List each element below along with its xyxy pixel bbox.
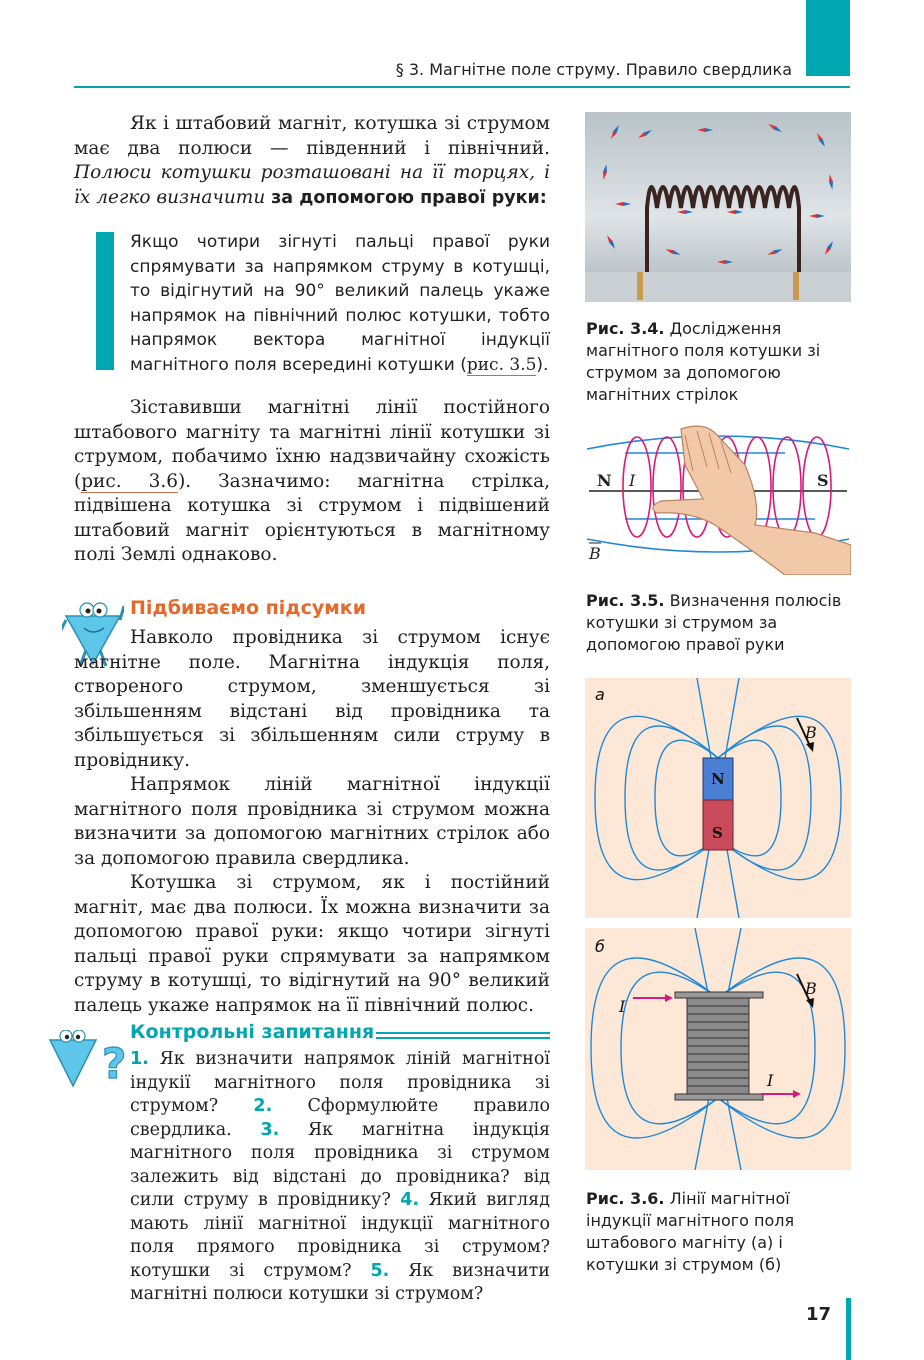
summary-p1-block <box>74 626 550 1018</box>
question-3-number: 3. <box>260 1119 280 1140</box>
compare-paragraph <box>74 396 550 568</box>
intro-text: Як і штабовий магніт, котушка зі струмом має два полюси — південний і північний. <box>74 113 550 159</box>
header-teal-tab <box>806 0 850 76</box>
question-2-text: Сформулюйте правило свердлика. <box>130 1096 550 1140</box>
fig-3-4-photo <box>585 112 851 302</box>
fig-3-5-n-label: N <box>597 471 612 490</box>
fig-3-5-s-label: S <box>817 471 829 490</box>
header-rule <box>74 86 850 88</box>
fig-3-6b-b-label: B <box>805 979 817 998</box>
fig-3-6a-label: а <box>595 685 605 704</box>
question-3-text: Як магнітна індукція магнітного поля провідника зі струмом залежить від відстані до провідника? від сили струму в провіднику? <box>130 1119 550 1210</box>
rule-figure-link[interactable]: рис. 3.5 <box>466 354 537 375</box>
questions-heading: Контрольні запитання <box>130 1021 375 1043</box>
questions-heading-rule-1 <box>376 1032 550 1034</box>
question-4-text: Який вигляд мають лінії магнітної індукції магнітного поля прямого провідника зі струмом? котушки зі струмом? <box>130 1190 550 1281</box>
mascot-question-icon <box>46 1030 126 1092</box>
rule-bar <box>96 232 114 370</box>
intro-bold: за допомогою правої руки: <box>271 187 547 208</box>
compare-figure-link[interactable]: рис. 3.6 <box>81 470 179 492</box>
page-number: 17 <box>806 1304 832 1325</box>
fig-3-6-text: Лінії магнітної індукції магнітного поля штабового магніту (а) і котушки зі струмом (б) <box>586 1189 795 1274</box>
fig-3-4-label: Рис. 3.4. <box>586 319 665 338</box>
question-1-number: 1. <box>130 1049 149 1069</box>
rule-text <box>130 230 550 377</box>
fig-3-5-text: Визначення полюсів котушки зі струмом за допомогою правої руки <box>586 591 842 654</box>
summary-p1: Навколо провідника зі струмом існує магнітне поле. Магнітна індукція поля, створеного струмом, зменшується зі збільшенням відстані від провідника та збільшується зі збільшенням сили струму в провіднику. <box>74 627 550 771</box>
fig-3-5-i-label: I <box>629 471 636 490</box>
summary-p2: Напрямок ліній магнітної індукції магнітного поля провідника зі струмом можна визначити за допомогою магнітних стрілок або за допомогою правила свердлика. <box>74 774 550 869</box>
rule-end: ). <box>536 354 549 375</box>
compare-text-a: Зіставивши магнітні лінії постійного штабового магніту та магнітні лінії котушки зі струмом, побачимо їхню надзвичайну схожість ( <box>74 397 550 492</box>
intro-italic: Полюси котушки розташовані на її торцях, і їх легко визначити <box>74 162 550 208</box>
summary-heading: Підбиваємо підсумки <box>130 597 367 619</box>
page-number-bar <box>846 1298 851 1360</box>
rule-body: Якщо чотири зігнуті пальці правої руки спрямувати за напрямком струму в котушці, то відігнутий на 90° великий палець укаже напрямок на північний полюс котушки, тобто напрямок вектора магнітної індукції магнітного поля всередині котушки ( <box>130 232 550 375</box>
question-2-number: 2. <box>253 1096 273 1116</box>
question-5-number: 5. <box>370 1260 390 1281</box>
intro-paragraph <box>74 112 550 210</box>
compare-text-b: ). Зазначимо: магнітна стрілка, підвішена котушка зі струмом і підвішений штабовий магніт орієнтуються в магнітному полі Землі однаково. <box>74 470 551 565</box>
question-1-text: Як визначити напрямок ліній магнітної індукії магнітного поля провідника зі струмом? <box>130 1049 550 1116</box>
fig-3-5-label: Рис. 3.5. <box>586 591 665 610</box>
fig-3-6a-s-label: S <box>712 824 723 842</box>
fig-3-5-caption <box>586 590 850 656</box>
fig-3-6a-b-label: B <box>805 723 817 742</box>
question-4-number: 4. <box>400 1190 420 1210</box>
fig-3-5-b-label: B <box>589 544 601 563</box>
fig-3-6a-n-label: N <box>711 770 725 788</box>
fig-3-6-caption <box>586 1188 852 1276</box>
fig-3-6b-diagram <box>585 928 851 1170</box>
svg-text:?: ? <box>102 1039 126 1088</box>
fig-3-6b-label: б <box>595 937 605 956</box>
fig-3-4-caption <box>586 318 850 406</box>
header-title: § 3. Магнітне поле струму. Правило свердлика <box>395 60 792 79</box>
question-5-text: Як визначити магнітні полюси котушки зі струмом? <box>130 1260 550 1304</box>
questions-heading-rule-2 <box>376 1037 550 1039</box>
fig-3-5-diagram <box>585 415 851 575</box>
fig-3-4-text: Дослідження магнітного поля котушки зі струмом за допомогою магнітних стрілок <box>586 319 821 404</box>
fig-3-6b-i-label-right: I <box>767 1071 774 1090</box>
fig-3-6b-i-label-left: I <box>619 997 626 1016</box>
questions-list <box>130 1048 550 1307</box>
fig-3-6a-diagram <box>585 678 851 918</box>
summary-p3: Котушка зі струмом, як і постійний магніт, має два полюси. Їх можна визначити за допомогою правої руки: якщо чотири зігнуті пальці правої руки спрямувати за напрямком струму в котушці, то відігнутий на 90° великий палець укаже напрямок на її північний полюс. <box>74 872 550 1016</box>
fig-3-6-label: Рис. 3.6. <box>586 1189 665 1208</box>
